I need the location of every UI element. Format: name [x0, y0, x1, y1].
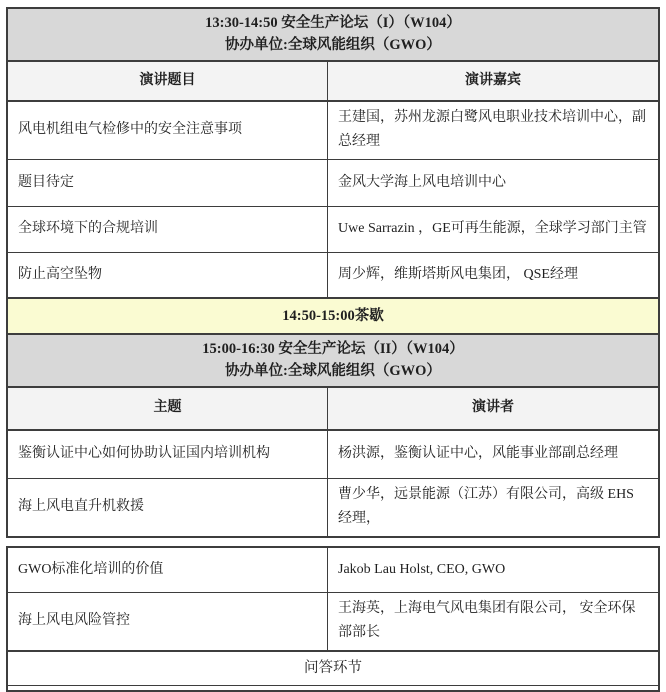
speaker-cell: 王海英，上海电气风电集团有限公司， 安全环保部部长	[338, 600, 636, 641]
column-header-topic: 主题	[8, 388, 328, 429]
tea-break-row	[8, 297, 658, 333]
speaker-cell: 金风大学海上风电培训中心	[338, 174, 507, 190]
column-header-speaker: 演讲嘉宾	[465, 72, 521, 88]
table-row	[8, 100, 658, 159]
session1-title: 13:30-14:50 安全生产论坛（I）（W104）	[205, 15, 461, 31]
empty-partial-row	[8, 685, 658, 690]
column-header-topic: 演讲题目	[8, 62, 328, 100]
session2-column-header-row	[8, 386, 658, 429]
speaker-cell: Uwe Sarrazin ，GE可再生能源，全球学习部门主管	[338, 221, 647, 237]
topic-cell: 题目待定	[8, 160, 328, 206]
agenda-table-upper	[6, 7, 660, 538]
tea-break-label: 14:50-15:00茶歇	[282, 307, 384, 324]
speaker-cell: 曹少华，远景能源（江苏）有限公司，高级 EHS 经理，	[338, 486, 634, 527]
session1-column-header-row	[8, 60, 658, 100]
table-row	[8, 252, 658, 297]
session1-organizer: 协办单位:全球风能组织（GWO）	[225, 37, 441, 54]
speaker-cell: Jakob Lau Holst, CEO, GWO	[338, 561, 506, 577]
session2-organizer: 协办单位:全球风能组织（GWO）	[225, 363, 441, 380]
topic-cell: 海上风电风险管控	[8, 593, 328, 650]
topic-cell: 鉴衡认证中心如何协助认证国内培训机构	[8, 431, 328, 478]
column-header-speaker: 演讲者	[472, 400, 514, 416]
table-row	[8, 592, 658, 650]
session1-header	[8, 9, 658, 60]
topic-cell: GWO标准化培训的价值	[8, 548, 328, 592]
speaker-cell: 王建国，苏州龙源白鹭风电职业技术培训中心，副总经理	[338, 109, 647, 150]
agenda-table-lower	[6, 546, 660, 692]
session2-header	[8, 333, 658, 386]
topic-cell: 风电机组电气检修中的安全注意事项	[8, 102, 328, 159]
topic-cell: 海上风电直升机救援	[8, 479, 328, 536]
table-row	[8, 206, 658, 252]
table-row	[8, 159, 658, 206]
table-row	[8, 548, 658, 592]
table-row	[8, 478, 658, 536]
qa-session-row	[8, 650, 658, 685]
session2-title: 15:00-16:30 安全生产论坛（II）（W104）	[202, 340, 464, 357]
table-row	[8, 429, 658, 478]
speaker-cell: 杨洪源，鉴衡认证中心，风能事业部副总经理	[338, 446, 619, 462]
speaker-cell: 周少辉，维斯塔斯风电集团， QSE经理	[338, 266, 578, 282]
topic-cell: 全球环境下的合规培训	[8, 207, 328, 252]
qa-session-label: 问答环节	[304, 660, 362, 677]
topic-cell: 防止高空坠物	[8, 253, 328, 297]
